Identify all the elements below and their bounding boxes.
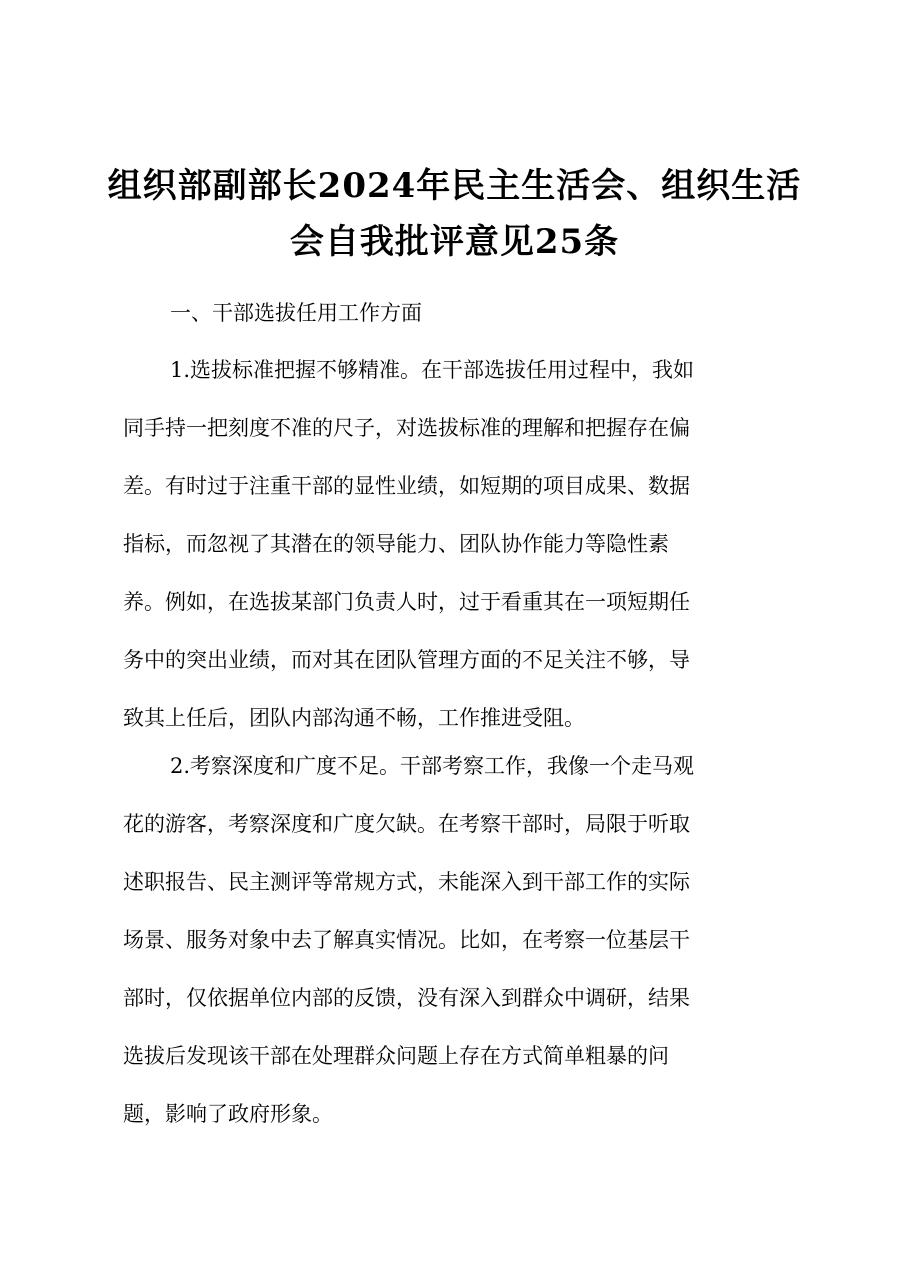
paragraph-line: 1.选拔标准把握不够精准。在干部选拔任用过程中，我如 [170, 358, 695, 382]
paragraph-line: 指标，而忽视了其潜在的领导能力、团队协作能力等隐性素 [123, 532, 669, 556]
paragraph-1 [123, 341, 793, 747]
paragraph-line: 务中的突出业绩，而对其在团队管理方面的不足关注不够，导 [123, 648, 690, 672]
document-title [100, 158, 809, 270]
paragraph-line: 致其上任后，团队内部沟通不畅，工作推进受阻。 [123, 706, 585, 730]
title-line: 会自我批评意见25条 [289, 222, 620, 262]
paragraph-line: 花的游客，考察深度和广度欠缺。在考察干部时，局限于听取 [123, 812, 690, 836]
paragraph-line: 场景、服务对象中去了解真实情况。比如，在考察一位基层干 [123, 928, 690, 952]
paragraph-2 [123, 737, 793, 1143]
paragraph-line: 同手持一把刻度不准的尺子，对选拔标准的理解和把握存在偏 [123, 416, 690, 440]
paragraph-line: 选拔后发现该干部在处理群众问题上存在方式简单粗暴的问 [123, 1044, 669, 1068]
paragraph-line: 2.考察深度和广度不足。干部考察工作，我像一个走马观 [170, 754, 695, 778]
title-line: 组织部副部长2024年民主生活会、组织生活 [107, 166, 802, 206]
paragraph-line: 差。有时过于注重干部的显性业绩，如短期的项目成果、数据 [123, 474, 690, 498]
paragraph-line: 题，影响了政府形象。 [123, 1102, 333, 1126]
paragraph-line: 述职报告、民主测评等常规方式，未能深入到干部工作的实际 [123, 870, 690, 894]
paragraph-line: 养。例如，在选拔某部门负责人时，过于看重其在一项短期任 [123, 590, 690, 614]
paragraph-line: 部时，仅依据单位内部的反馈，没有深入到群众中调研，结果 [123, 986, 690, 1010]
section-heading: 一、干部选拔任用工作方面 [170, 301, 422, 325]
